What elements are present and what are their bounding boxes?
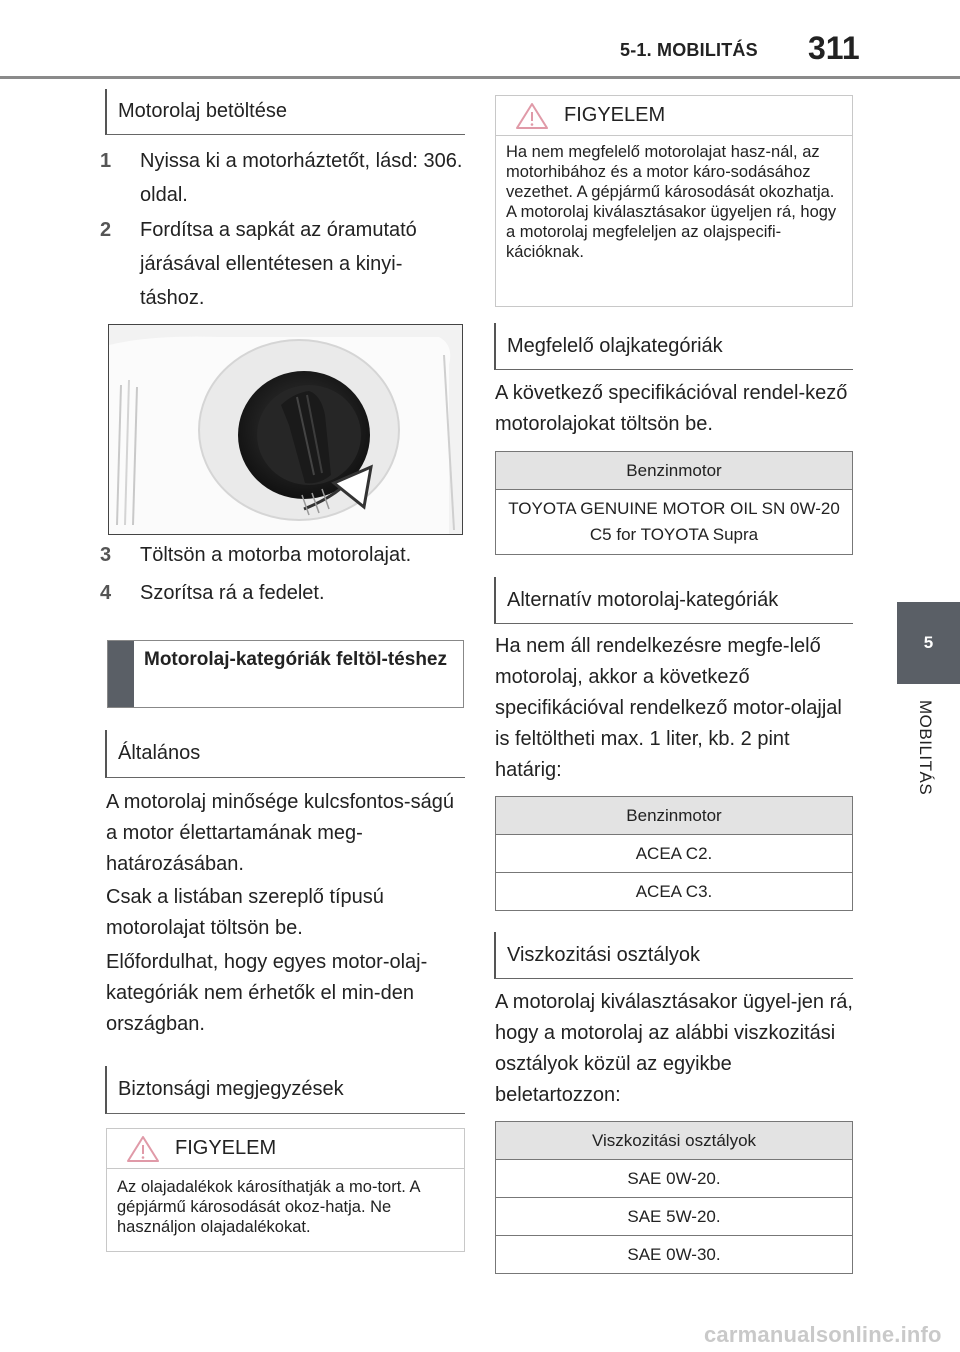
- step-text: Szorítsa rá a fedelet.: [140, 582, 325, 604]
- watermark: carmanualsonline.info: [704, 1322, 942, 1347]
- table-cell: SAE 0W-20.: [496, 1160, 853, 1198]
- step-3: [100, 538, 465, 572]
- chapter-label: MOBILITÁS: [916, 700, 935, 796]
- step-number: 4: [100, 582, 112, 604]
- general-heading: Általános: [105, 730, 465, 778]
- general-paragraph-2: Csak a listában szereplő típusú motorolajat töltsön be.: [106, 886, 384, 939]
- warning-box-right: [495, 95, 853, 307]
- page-number: 311: [808, 30, 860, 66]
- warning-title: FIGYELEM: [564, 104, 666, 126]
- step-4: [100, 576, 465, 610]
- general-paragraph-3: Előfordulhat, hogy egyes motor-olaj-kategóriák nem érhetők el min-den országban.: [106, 951, 428, 1035]
- step-number: 3: [100, 544, 112, 566]
- alternative-oil-heading: Alternatív motorolaj-kategóriák: [494, 577, 853, 624]
- category-heading-box: [107, 640, 464, 708]
- oil-cap-illustration: [108, 324, 463, 535]
- suitable-oil-paragraph: A következő specifikációval rendel-kező motorolajokat töltsön be.: [495, 382, 848, 435]
- step-text: Nyissa ki a motorháztetőt, lásd: 306. oldal.: [140, 150, 463, 206]
- step-text: Töltsön a motorba motorolajat.: [140, 544, 412, 566]
- oil-cap-drawing: [109, 325, 463, 535]
- warning-text: Az olajadalékok károsíthatják a mo-tort. A gépjármű károsodását okoz-hatja. Ne használjon olajadalékokat.: [117, 1178, 420, 1236]
- step-text: Fordítsa a sapkát az óramutató járásával ellentétesen a kinyi-táshoz.: [140, 219, 417, 309]
- table-header: Benzinmotor: [496, 452, 853, 490]
- safety-heading: Biztonsági megjegyzések: [105, 1066, 465, 1114]
- step-2: [100, 213, 465, 315]
- warning-triangle-icon: [126, 1135, 160, 1163]
- warning-header: [107, 1129, 464, 1169]
- suitable-oil-heading: Megfelelő olajkategóriák: [494, 323, 853, 370]
- step-number: 1: [100, 150, 112, 172]
- warning-header: [496, 96, 852, 136]
- table-cell: SAE 0W-30.: [496, 1236, 853, 1274]
- table-cell: SAE 5W-20.: [496, 1198, 853, 1236]
- header-divider: [0, 76, 960, 79]
- category-heading-bar: [108, 641, 134, 707]
- warning-title: FIGYELEM: [175, 1137, 277, 1159]
- category-heading: Motorolaj-kategóriák feltöl-téshez: [144, 649, 447, 670]
- step-1: [100, 144, 465, 212]
- viscosity-paragraph: A motorolaj kiválasztásakor ügyel-jen rá, hogy a motorolaj az alábbi viszkozitási osztályok közül az egyikbe beletartozzon:: [495, 991, 853, 1106]
- viscosity-heading: Viszkozitási osztályok: [494, 932, 853, 979]
- table-cell: ACEA C2.: [496, 835, 853, 873]
- general-paragraph-1: A motorolaj minősége kulcsfontos-ságú a motor élettartamának meg-határozásában.: [106, 791, 454, 875]
- table-viscosity: [495, 1121, 853, 1274]
- warning-text: Ha nem megfelelő motorolajat hasz-nál, az motorhibához és a motor káro-sodásához vezethet. A gépjármű károsodását okozhatja. A motorolaj kiválasztásakor ügyeljen rá, hogy a motorolaj megfeleljen az olajspecifi-kációknak.: [506, 143, 837, 261]
- warning-triangle-icon: [515, 102, 549, 130]
- table-cell: ACEA C3.: [496, 873, 853, 911]
- oil-fill-heading: Motorolaj betöltése: [105, 89, 465, 135]
- section-title: 5-1. MOBILITÁS: [620, 40, 758, 60]
- alternative-oil-paragraph: Ha nem áll rendelkezésre megfe-lelő motorolaj, akkor a következő specifikációval rendelkező motor-olajjal is feltöltheti max. 1 liter, kb. 2 pint határig:: [495, 635, 842, 781]
- table-header: Viszkozitási osztályok: [496, 1122, 853, 1160]
- table-cell: TOYOTA GENUINE MOTOR OIL SN 0W-20 C5 for TOYOTA Supra: [496, 490, 853, 555]
- table-alternative-oil: [495, 796, 853, 911]
- step-number: 2: [100, 219, 112, 241]
- table-header: Benzinmotor: [496, 797, 853, 835]
- warning-box-left: [106, 1128, 465, 1252]
- table-recommended-oil: [495, 451, 853, 555]
- chapter-tab: 5: [897, 602, 960, 684]
